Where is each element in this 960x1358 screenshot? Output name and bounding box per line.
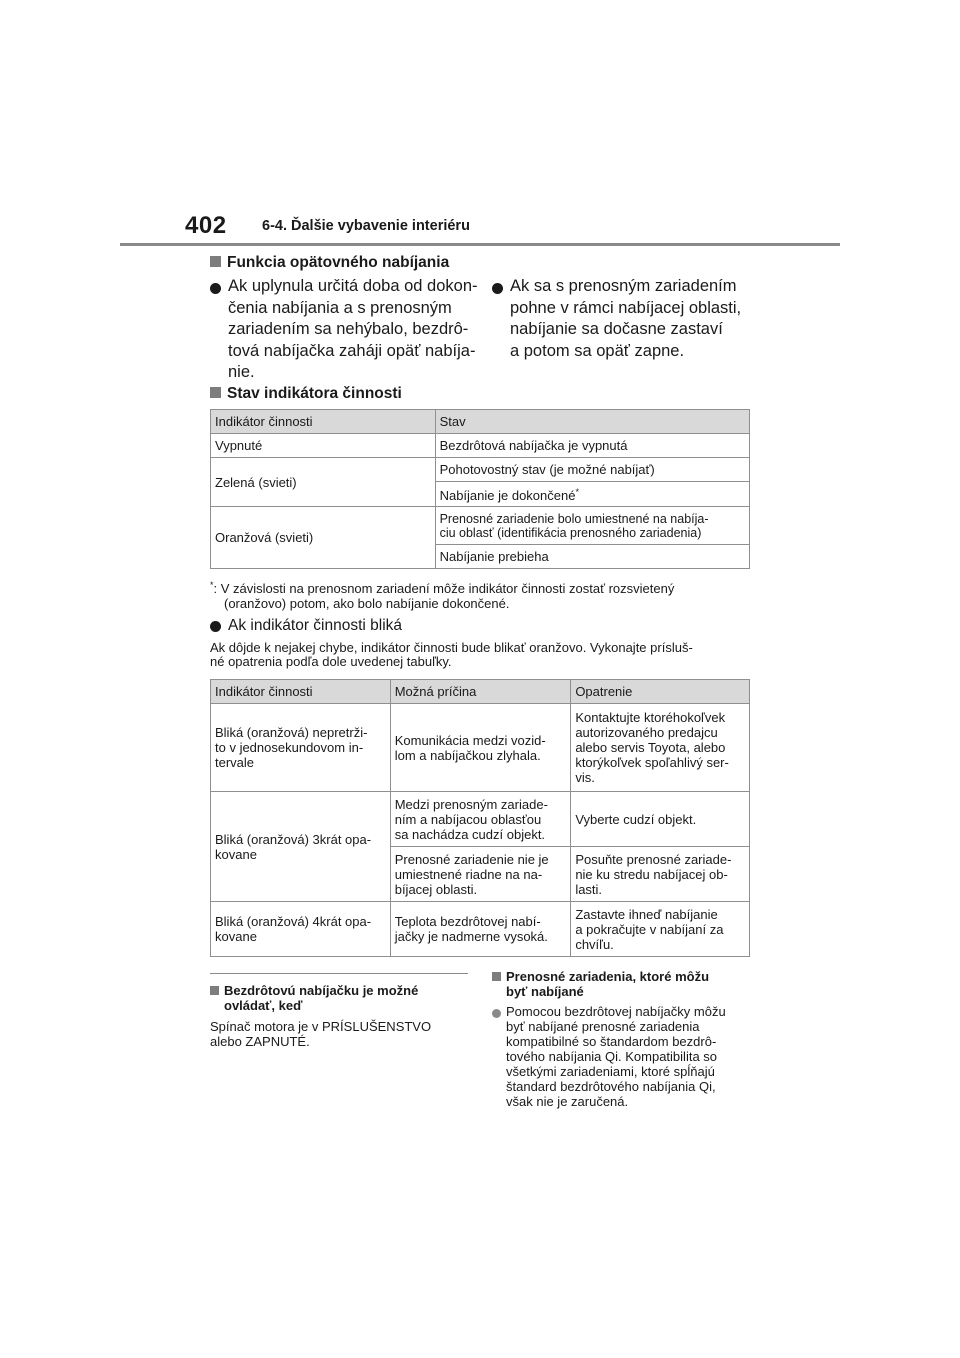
text-line: byť nabíjané xyxy=(506,984,584,999)
cell-line: Teplota bezdrôtovej nabí- xyxy=(394,914,541,929)
cell-line: Kontaktujte ktoréhokoľvek xyxy=(575,710,726,725)
page-number: 402 xyxy=(185,212,227,239)
note-text xyxy=(492,1004,757,1109)
table-row xyxy=(211,902,750,957)
recharge-bullet-right xyxy=(492,276,780,362)
note-heading xyxy=(210,983,470,1013)
recharge-heading-text: Funkcia opätovného nabíjania xyxy=(227,254,450,271)
table-header-cell: Stav xyxy=(435,410,749,434)
table-cell: Pohotovostný stav (je možné nabíjať) xyxy=(435,458,749,482)
table-cell xyxy=(571,847,750,902)
compatible-devices-note xyxy=(492,969,757,1109)
table-cell xyxy=(571,704,750,792)
table-cell xyxy=(211,902,391,957)
cell-line: alebo servis Toyota, alebo xyxy=(575,740,726,755)
text-line: štandard bezdrôtového nabíjania Qi, xyxy=(506,1079,716,1094)
text-line: Spínač motora je v PRÍSLUŠENSTVO xyxy=(210,1019,432,1034)
bullet-dot-icon xyxy=(492,1009,501,1018)
bullet-dot-icon xyxy=(210,621,221,632)
table-cell xyxy=(390,792,571,847)
table-row xyxy=(211,507,750,545)
square-bullet-icon xyxy=(492,972,501,981)
bullet-dot-icon xyxy=(492,283,503,294)
table-header-cell: Indikátor činnosti xyxy=(211,680,391,704)
text-line: čenia nabíjania a s prenosným xyxy=(228,298,452,317)
indicator-heading-text: Stav indikátora činnosti xyxy=(227,385,402,402)
cell-line: sa nachádza cudzí objekt. xyxy=(394,826,546,842)
text-line: né opatrenia podľa dole uvedenej tabuľky. xyxy=(210,654,452,669)
recharge-heading xyxy=(210,254,449,272)
cell-line: Bliká (oranžová) 4krát opa- xyxy=(215,914,372,929)
blinking-table xyxy=(210,679,750,957)
text-line: tového nabíjania Qi. Kompatibilita so xyxy=(506,1049,718,1064)
cell-line: Vyberte cudzí objekt. xyxy=(575,811,697,827)
text-line: Bezdrôtovú nabíjačku je možné xyxy=(224,983,419,998)
cell-line: Prenosné zariadenie bolo umiestnené na nabíja- xyxy=(439,511,709,526)
footnote-marker: * xyxy=(210,580,214,590)
text-line: ovládať, keď xyxy=(224,998,303,1013)
cell-line: Medzi prenosným zariade- xyxy=(394,796,548,812)
table-header-row xyxy=(211,410,750,434)
text-line: tová nabíjačka zaháji opäť nabíja- xyxy=(228,341,476,360)
cell-line: kovane xyxy=(215,846,257,862)
cell-line: ním a nabíjacou oblasťou xyxy=(394,811,542,827)
cell-line: ciu oblasť (identifikácia prenosného zariadenia) xyxy=(439,525,702,540)
table-cell xyxy=(571,902,750,957)
cell-line: Prenosné zariadenie nie je xyxy=(394,851,549,867)
table-cell xyxy=(211,704,391,792)
note-heading xyxy=(492,969,757,999)
footnote-line: (oranžovo) potom, ako bolo nabíjanie dokončené. xyxy=(224,596,510,611)
cell-line: Bliká (oranžová) 3krát opa- xyxy=(215,831,372,847)
text-line: pohne v rámci nabíjacej oblasti, xyxy=(510,298,742,317)
cell-line: bíjacej oblasti. xyxy=(394,881,478,897)
table-cell: Zelená (svieti) xyxy=(211,458,436,507)
table-header-cell: Možná príčina xyxy=(390,680,571,704)
text-line: nie. xyxy=(228,363,255,381)
text-line: Prenosné zariadenia, ktoré môžu xyxy=(506,969,710,984)
header-divider xyxy=(120,243,840,246)
cell-line: autorizovaného predajcu xyxy=(575,725,718,740)
bullet-dot-icon xyxy=(210,283,221,294)
table-cell xyxy=(435,507,749,545)
text-line: a potom sa opäť zapne. xyxy=(510,341,685,360)
table-cell xyxy=(390,704,571,792)
table-header-row xyxy=(211,680,750,704)
cell-line: kovane xyxy=(215,929,257,944)
cell-line: lasti. xyxy=(575,881,603,897)
blinking-heading-text: Ak indikátor činnosti bliká xyxy=(228,617,403,634)
cell-line: Bliká (oranžová) nepretrži- xyxy=(215,725,368,740)
table-row xyxy=(211,792,750,847)
cell-line: umiestnené riadne na na- xyxy=(394,866,543,882)
text-line: kompatibilné so štandardom bezdrô- xyxy=(506,1034,717,1049)
blinking-heading xyxy=(210,617,402,635)
section-title: 6-4. Ďalšie vybavenie interiéru xyxy=(262,218,470,234)
table-cell xyxy=(390,902,571,957)
table-row xyxy=(211,434,750,458)
notes-divider xyxy=(210,973,468,974)
cell-line: Posuňte prenosné zariade- xyxy=(575,851,732,867)
cell-line: tervale xyxy=(215,755,255,770)
cell-line: to v jednosekundovom in- xyxy=(215,740,364,755)
table-cell: Bezdrôtová nabíjačka je vypnutá xyxy=(435,434,749,458)
text-line: všetkými zariadeniami, ktoré spĺňajú xyxy=(506,1064,715,1079)
cell-line: jačky je nadmerne vysoká. xyxy=(394,929,548,944)
text-line: Ak uplynula určitá doba od dokon- xyxy=(228,277,478,295)
footnote-line: : V závislosti na prenosnom zariadení môže indikátor činnosti zostať rozsvietený xyxy=(213,581,675,596)
text-line: Pomocou bezdrôtovej nabíjačky môžu xyxy=(506,1004,726,1019)
table-header-cell: Indikátor činnosti xyxy=(211,410,436,434)
square-bullet-icon xyxy=(210,986,219,995)
text-line: však nie je zaručená. xyxy=(506,1094,629,1109)
cell-text: Nabíjanie je dokončené xyxy=(439,488,576,503)
text-line: Ak dôjde k nejakej chybe, indikátor činnosti bude blikať oranžovo. Vykonajte prísluš- xyxy=(210,640,693,655)
table-header-cell: Opatrenie xyxy=(571,680,750,704)
table-cell xyxy=(571,792,750,847)
table-cell: Vypnuté xyxy=(211,434,436,458)
recharge-bullet-left xyxy=(210,276,498,384)
square-bullet-icon xyxy=(210,256,221,267)
footnote-marker: * xyxy=(575,487,579,497)
footnote xyxy=(210,578,755,611)
cell-line: lom a nabíjačkou zlyhala. xyxy=(394,747,541,763)
cell-line: vis. xyxy=(575,770,595,785)
cell-line: Zastavte ihneď nabíjanie xyxy=(575,906,718,922)
blinking-description xyxy=(210,641,755,669)
cell-line: chvíľu. xyxy=(575,936,614,952)
table-row xyxy=(211,458,750,482)
table-cell xyxy=(435,482,749,507)
table-cell: Nabíjanie prebieha xyxy=(435,545,749,569)
text-line: Ak sa s prenosným zariadením xyxy=(510,277,737,295)
cell-line: nie ku stredu nabíjacej ob- xyxy=(575,866,728,882)
text-line: alebo ZAPNUTÉ. xyxy=(210,1034,310,1049)
table-cell: Oranžová (svieti) xyxy=(211,507,436,569)
table-cell xyxy=(390,847,571,902)
text-line: byť nabíjané prenosné zariadenia xyxy=(506,1019,700,1034)
cell-line: a pokračujte v nabíjaní za xyxy=(575,921,724,937)
table-row xyxy=(211,704,750,792)
operation-note xyxy=(210,983,470,1049)
square-bullet-icon xyxy=(210,387,221,398)
text-line: nabíjanie sa dočasne zastaví xyxy=(510,320,723,338)
text-line: zariadením sa nehýbalo, bezdrô- xyxy=(228,320,469,338)
cell-line: Komunikácia medzi vozid- xyxy=(394,732,546,748)
note-text xyxy=(210,1019,470,1049)
indicator-status-table xyxy=(210,409,750,569)
table-cell xyxy=(211,792,391,902)
indicator-heading xyxy=(210,385,402,403)
cell-line: ktorýkoľvek spoľahlivý ser- xyxy=(575,755,729,770)
